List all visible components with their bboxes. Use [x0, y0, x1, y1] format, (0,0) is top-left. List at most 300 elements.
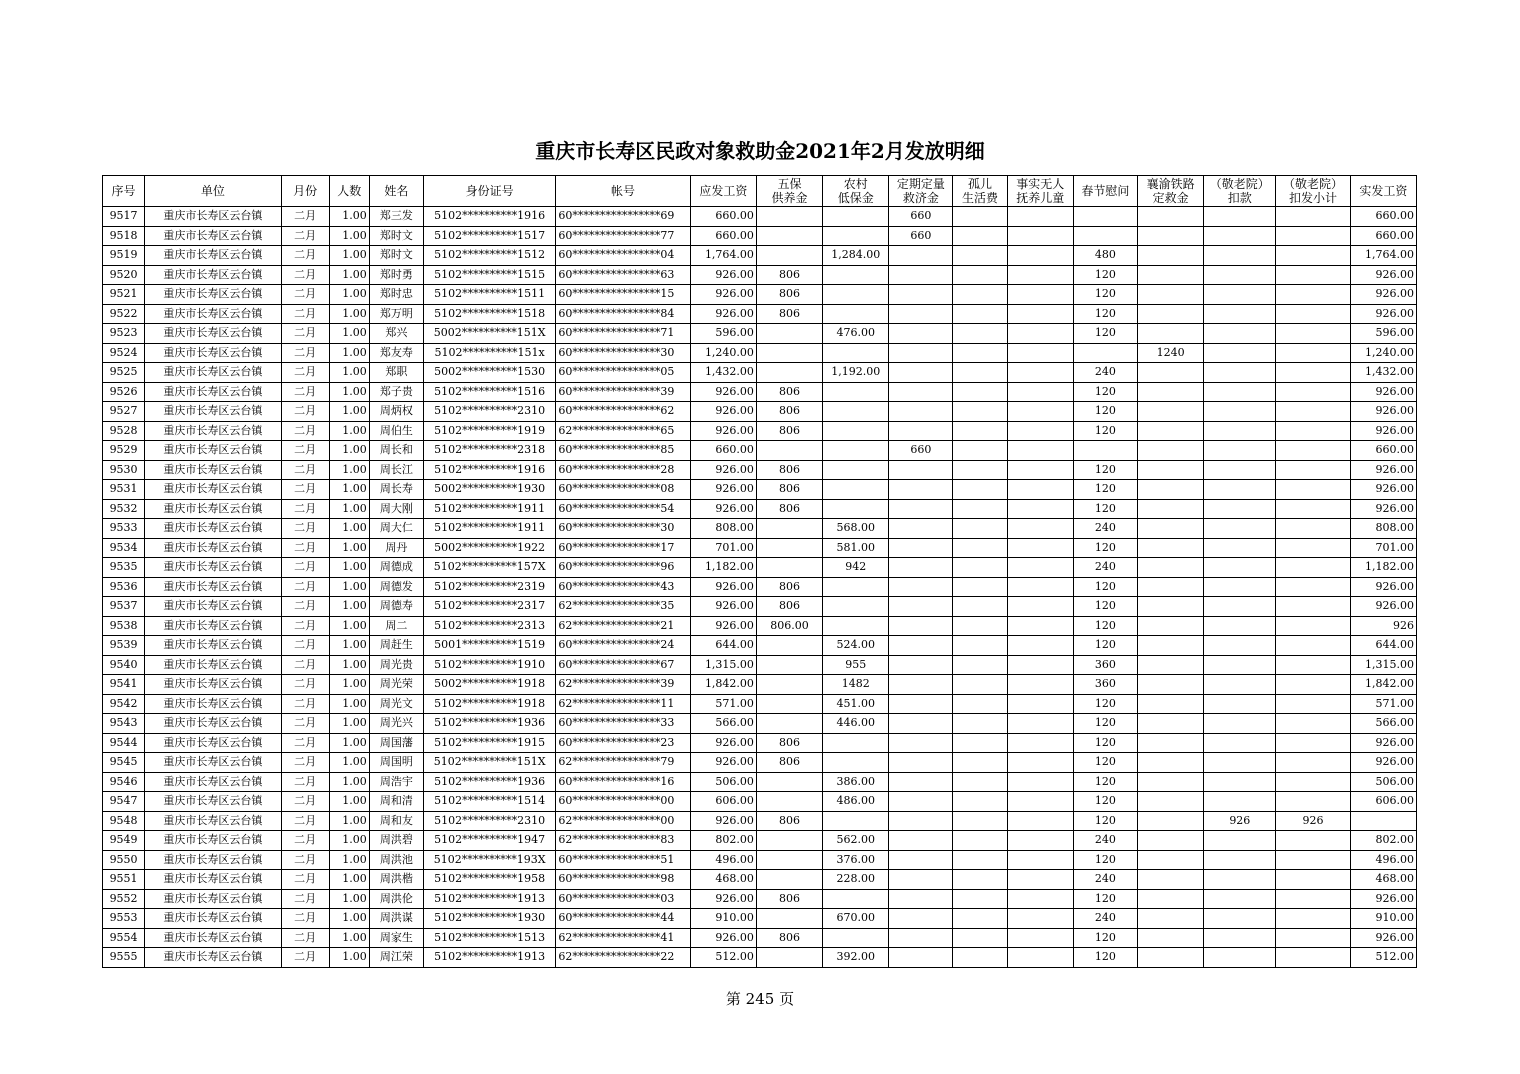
- table-cell: [1204, 480, 1276, 500]
- table-cell: 9547: [103, 792, 145, 812]
- table-cell: [1204, 421, 1276, 441]
- table-cell: 二月: [281, 792, 329, 812]
- table-cell: 二月: [281, 928, 329, 948]
- table-cell: 1.00: [329, 909, 369, 929]
- table-cell: 240: [1073, 519, 1137, 539]
- table-cell: 120: [1073, 597, 1137, 617]
- table-cell: 5002**********1930: [423, 480, 555, 500]
- table-cell: [1138, 441, 1204, 461]
- table-cell: 926.00: [690, 285, 756, 305]
- table-cell: [953, 753, 1007, 773]
- table-cell: 重庆市长寿区云台镇: [145, 265, 281, 285]
- table-cell: 926.00: [1350, 753, 1416, 773]
- table-cell: [1138, 499, 1204, 519]
- table-cell: [1007, 655, 1073, 675]
- table-cell: 926.00: [1350, 499, 1416, 519]
- table-cell: 重庆市长寿区云台镇: [145, 694, 281, 714]
- table-cell: [1204, 402, 1276, 422]
- table-cell: [1204, 597, 1276, 617]
- table-cell: 62****************21: [556, 616, 690, 636]
- table-cell: 926.00: [1350, 733, 1416, 753]
- table-cell: 二月: [281, 948, 329, 968]
- table-cell: 806: [756, 577, 822, 597]
- table-cell: [1138, 363, 1204, 383]
- table-cell: [1204, 577, 1276, 597]
- table-cell: 重庆市长寿区云台镇: [145, 655, 281, 675]
- table-cell: 1,240.00: [690, 343, 756, 363]
- table-row: [103, 499, 1417, 519]
- table-cell: 周国藩: [369, 733, 423, 753]
- table-cell: 二月: [281, 811, 329, 831]
- table-cell: [889, 577, 953, 597]
- table-cell: [823, 733, 889, 753]
- table-cell: 周家生: [369, 928, 423, 948]
- table-cell: [1007, 811, 1073, 831]
- table-cell: [1138, 382, 1204, 402]
- table-cell: [1073, 343, 1137, 363]
- table-cell: [756, 343, 822, 363]
- table-cell: 重庆市长寿区云台镇: [145, 792, 281, 812]
- table-cell: 60****************08: [556, 480, 690, 500]
- table-cell: 60****************63: [556, 265, 690, 285]
- table-cell: [756, 538, 822, 558]
- table-cell: [889, 538, 953, 558]
- table-cell: [1204, 363, 1276, 383]
- table-cell: [756, 324, 822, 344]
- table-cell: 62****************39: [556, 675, 690, 695]
- table-cell: 9555: [103, 948, 145, 968]
- table-cell: 二月: [281, 304, 329, 324]
- column-header: 孤儿 生活费: [953, 176, 1007, 207]
- table-cell: 926.00: [690, 889, 756, 909]
- table-cell: 9542: [103, 694, 145, 714]
- table-cell: 506.00: [690, 772, 756, 792]
- table-cell: 806: [756, 304, 822, 324]
- table-cell: [756, 948, 822, 968]
- table-cell: 周和友: [369, 811, 423, 831]
- table-cell: 926.00: [690, 733, 756, 753]
- column-header: 农村 低保金: [823, 176, 889, 207]
- table-cell: 郑时文: [369, 226, 423, 246]
- table-cell: 571.00: [690, 694, 756, 714]
- table-cell: [1007, 363, 1073, 383]
- table-cell: 60****************96: [556, 558, 690, 578]
- table-cell: [1007, 265, 1073, 285]
- table-cell: 1.00: [329, 382, 369, 402]
- table-cell: [756, 655, 822, 675]
- table-cell: 660.00: [690, 207, 756, 227]
- table-cell: [1204, 870, 1276, 890]
- table-cell: [1204, 675, 1276, 695]
- table-cell: [1276, 265, 1350, 285]
- table-cell: 806: [756, 889, 822, 909]
- table-cell: 5102**********1936: [423, 714, 555, 734]
- table-cell: [756, 850, 822, 870]
- table-cell: 1.00: [329, 714, 369, 734]
- table-cell: 5102**********1913: [423, 889, 555, 909]
- table-cell: 9544: [103, 733, 145, 753]
- table-cell: 5102**********1918: [423, 694, 555, 714]
- table-cell: [953, 577, 1007, 597]
- table-cell: 重庆市长寿区云台镇: [145, 402, 281, 422]
- table-cell: 392.00: [823, 948, 889, 968]
- table-cell: [953, 928, 1007, 948]
- table-cell: 5102**********1913: [423, 948, 555, 968]
- table-cell: 926.00: [690, 402, 756, 422]
- column-header: 实发工资: [1350, 176, 1416, 207]
- table-row: [103, 519, 1417, 539]
- table-cell: [1007, 324, 1073, 344]
- table-cell: 9530: [103, 460, 145, 480]
- table-cell: 926.00: [1350, 402, 1416, 422]
- table-cell: [1276, 636, 1350, 656]
- table-cell: [1007, 538, 1073, 558]
- table-cell: [1138, 246, 1204, 266]
- table-cell: [823, 499, 889, 519]
- table-cell: [953, 792, 1007, 812]
- column-header: 五保 供养金: [756, 176, 822, 207]
- table-cell: 806: [756, 753, 822, 773]
- table-cell: 重庆市长寿区云台镇: [145, 538, 281, 558]
- table-cell: [756, 519, 822, 539]
- table-cell: [1007, 870, 1073, 890]
- table-cell: 重庆市长寿区云台镇: [145, 285, 281, 305]
- table-cell: [1138, 655, 1204, 675]
- table-cell: 二月: [281, 265, 329, 285]
- table-cell: [889, 889, 953, 909]
- table-cell: 二月: [281, 870, 329, 890]
- table-cell: [1276, 870, 1350, 890]
- table-cell: [889, 714, 953, 734]
- table-cell: 120: [1073, 402, 1137, 422]
- table-cell: [1073, 207, 1137, 227]
- table-cell: [1204, 655, 1276, 675]
- table-cell: 1,182.00: [690, 558, 756, 578]
- table-cell: 二月: [281, 597, 329, 617]
- table-cell: [823, 616, 889, 636]
- table-cell: [953, 480, 1007, 500]
- table-cell: 9550: [103, 850, 145, 870]
- table-cell: 5102**********1910: [423, 655, 555, 675]
- table-cell: 606.00: [1350, 792, 1416, 812]
- table-cell: 926.00: [690, 480, 756, 500]
- table-cell: 60****************33: [556, 714, 690, 734]
- table-cell: 1.00: [329, 811, 369, 831]
- table-cell: [953, 772, 1007, 792]
- table-cell: 周洪楷: [369, 870, 423, 890]
- table-cell: 5102**********1511: [423, 285, 555, 305]
- table-cell: 9525: [103, 363, 145, 383]
- table-cell: [1138, 207, 1204, 227]
- table-cell: 重庆市长寿区云台镇: [145, 850, 281, 870]
- table-cell: [889, 753, 953, 773]
- table-cell: 120: [1073, 733, 1137, 753]
- table-cell: 120: [1073, 753, 1137, 773]
- table-cell: 二月: [281, 753, 329, 773]
- table-cell: 62****************79: [556, 753, 690, 773]
- table-cell: 1.00: [329, 480, 369, 500]
- table-cell: 9518: [103, 226, 145, 246]
- table-cell: 1.00: [329, 499, 369, 519]
- table-cell: 376.00: [823, 850, 889, 870]
- table-cell: 120: [1073, 616, 1137, 636]
- table-cell: 808.00: [1350, 519, 1416, 539]
- table-cell: 9548: [103, 811, 145, 831]
- table-cell: 重庆市长寿区云台镇: [145, 714, 281, 734]
- table-cell: 9546: [103, 772, 145, 792]
- table-cell: 二月: [281, 324, 329, 344]
- table-cell: 60****************17: [556, 538, 690, 558]
- table-cell: 926.00: [690, 811, 756, 831]
- table-cell: 5102**********1915: [423, 733, 555, 753]
- table-cell: 62****************11: [556, 694, 690, 714]
- table-cell: 9545: [103, 753, 145, 773]
- table-cell: [1204, 909, 1276, 929]
- table-cell: 1.00: [329, 324, 369, 344]
- table-cell: [1007, 246, 1073, 266]
- table-row: [103, 285, 1417, 305]
- table-cell: [1204, 733, 1276, 753]
- table-cell: 1.00: [329, 928, 369, 948]
- table-cell: 60****************54: [556, 499, 690, 519]
- table-cell: 701.00: [690, 538, 756, 558]
- table-cell: 806: [756, 285, 822, 305]
- table-cell: 9554: [103, 928, 145, 948]
- table-cell: [756, 675, 822, 695]
- table-cell: [1204, 226, 1276, 246]
- table-cell: [756, 226, 822, 246]
- table-cell: 二月: [281, 616, 329, 636]
- table-cell: 120: [1073, 694, 1137, 714]
- table-cell: [953, 850, 1007, 870]
- table-cell: [889, 343, 953, 363]
- table-cell: 60****************24: [556, 636, 690, 656]
- table-cell: [1204, 948, 1276, 968]
- table-cell: 重庆市长寿区云台镇: [145, 889, 281, 909]
- column-header: 襄渝铁路 定救金: [1138, 176, 1204, 207]
- table-cell: [756, 792, 822, 812]
- relief-payment-table: [102, 175, 1417, 968]
- table-cell: 926.00: [690, 597, 756, 617]
- table-cell: 955: [823, 655, 889, 675]
- table-cell: 1.00: [329, 655, 369, 675]
- table-cell: 120: [1073, 460, 1137, 480]
- table-cell: [889, 519, 953, 539]
- table-cell: [889, 694, 953, 714]
- table-cell: 60****************03: [556, 889, 690, 909]
- table-cell: 942: [823, 558, 889, 578]
- table-cell: 1,432.00: [690, 363, 756, 383]
- table-cell: 806: [756, 480, 822, 500]
- table-cell: [756, 870, 822, 890]
- table-cell: 5102**********2319: [423, 577, 555, 597]
- table-cell: 1,764.00: [690, 246, 756, 266]
- table-cell: 二月: [281, 499, 329, 519]
- table-cell: [1204, 207, 1276, 227]
- table-cell: 重庆市长寿区云台镇: [145, 870, 281, 890]
- table-cell: 1,315.00: [690, 655, 756, 675]
- table-row: [103, 441, 1417, 461]
- table-cell: [1073, 441, 1137, 461]
- table-cell: 二月: [281, 519, 329, 539]
- table-row: [103, 831, 1417, 851]
- table-cell: 重庆市长寿区云台镇: [145, 616, 281, 636]
- table-cell: 周大仁: [369, 519, 423, 539]
- table-cell: [1138, 558, 1204, 578]
- table-cell: 周大刚: [369, 499, 423, 519]
- table-cell: [953, 714, 1007, 734]
- table-cell: 9552: [103, 889, 145, 909]
- table-cell: 9522: [103, 304, 145, 324]
- table-cell: 1,842.00: [690, 675, 756, 695]
- table-cell: 120: [1073, 577, 1137, 597]
- table-cell: [889, 928, 953, 948]
- table-cell: 重庆市长寿区云台镇: [145, 363, 281, 383]
- table-cell: [1138, 636, 1204, 656]
- table-cell: 926.00: [1350, 597, 1416, 617]
- table-cell: [1204, 499, 1276, 519]
- table-cell: [823, 402, 889, 422]
- table-row: [103, 382, 1417, 402]
- table-cell: 1.00: [329, 753, 369, 773]
- table-cell: 重庆市长寿区云台镇: [145, 343, 281, 363]
- table-cell: [1204, 850, 1276, 870]
- table-cell: 5001**********1519: [423, 636, 555, 656]
- table-cell: 1,432.00: [1350, 363, 1416, 383]
- table-row: [103, 909, 1417, 929]
- table-row: [103, 655, 1417, 675]
- table-cell: 5102**********1516: [423, 382, 555, 402]
- table-cell: [1276, 831, 1350, 851]
- table-cell: [953, 831, 1007, 851]
- table-cell: 重庆市长寿区云台镇: [145, 928, 281, 948]
- table-cell: 60****************16: [556, 772, 690, 792]
- table-cell: 926.00: [1350, 265, 1416, 285]
- table-cell: 360: [1073, 655, 1137, 675]
- table-cell: 62****************41: [556, 928, 690, 948]
- column-header: 帐号: [556, 176, 690, 207]
- table-cell: 5102**********2310: [423, 811, 555, 831]
- table-row: [103, 675, 1417, 695]
- table-cell: 重庆市长寿区云台镇: [145, 304, 281, 324]
- table-cell: 周浩宇: [369, 772, 423, 792]
- table-cell: 周和清: [369, 792, 423, 812]
- table-cell: [1276, 850, 1350, 870]
- table-cell: 5102**********151x: [423, 343, 555, 363]
- table-cell: [1276, 948, 1350, 968]
- table-cell: [1138, 753, 1204, 773]
- table-cell: 240: [1073, 870, 1137, 890]
- table-cell: [1007, 519, 1073, 539]
- table-cell: 5102**********193X: [423, 850, 555, 870]
- table-cell: 二月: [281, 558, 329, 578]
- table-cell: [1007, 421, 1073, 441]
- table-cell: 476.00: [823, 324, 889, 344]
- table-cell: [889, 948, 953, 968]
- table-cell: [1138, 870, 1204, 890]
- table-cell: 周德寿: [369, 597, 423, 617]
- table-cell: 60****************98: [556, 870, 690, 890]
- table-cell: 581.00: [823, 538, 889, 558]
- table-cell: [1073, 226, 1137, 246]
- table-cell: 644.00: [690, 636, 756, 656]
- table-cell: 周长和: [369, 441, 423, 461]
- table-cell: 120: [1073, 889, 1137, 909]
- table-cell: [1276, 733, 1350, 753]
- table-cell: [889, 265, 953, 285]
- table-cell: 496.00: [1350, 850, 1416, 870]
- table-cell: 660.00: [690, 226, 756, 246]
- table-cell: [953, 207, 1007, 227]
- table-row: [103, 889, 1417, 909]
- table-cell: 5102**********2310: [423, 402, 555, 422]
- table-cell: 806.00: [756, 616, 822, 636]
- column-header: 月份: [281, 176, 329, 207]
- table-cell: [1138, 909, 1204, 929]
- table-cell: [823, 597, 889, 617]
- table-cell: [1007, 928, 1073, 948]
- table-cell: [1007, 480, 1073, 500]
- table-cell: [889, 772, 953, 792]
- table-cell: 二月: [281, 655, 329, 675]
- table-cell: [756, 909, 822, 929]
- table-cell: 1482: [823, 675, 889, 695]
- table-cell: 240: [1073, 363, 1137, 383]
- table-cell: 1,182.00: [1350, 558, 1416, 578]
- table-cell: [1007, 948, 1073, 968]
- table-cell: [1138, 792, 1204, 812]
- table-cell: [953, 402, 1007, 422]
- table-cell: 60****************23: [556, 733, 690, 753]
- table-cell: [1276, 714, 1350, 734]
- table-cell: 1.00: [329, 831, 369, 851]
- table-cell: 1.00: [329, 948, 369, 968]
- table-cell: [889, 460, 953, 480]
- table-cell: [823, 304, 889, 324]
- table-cell: [1276, 577, 1350, 597]
- table-cell: 451.00: [823, 694, 889, 714]
- table-cell: 重庆市长寿区云台镇: [145, 480, 281, 500]
- table-cell: [823, 207, 889, 227]
- table-cell: [1276, 792, 1350, 812]
- table-cell: 二月: [281, 460, 329, 480]
- table-cell: 郑子贵: [369, 382, 423, 402]
- table-cell: [1276, 675, 1350, 695]
- table-cell: 周赶生: [369, 636, 423, 656]
- table-cell: [1204, 889, 1276, 909]
- table-cell: 926.00: [690, 421, 756, 441]
- table-cell: [1204, 694, 1276, 714]
- table-cell: [1138, 480, 1204, 500]
- table-cell: 120: [1073, 714, 1137, 734]
- table-cell: 701.00: [1350, 538, 1416, 558]
- table-row: [103, 324, 1417, 344]
- table-cell: [953, 558, 1007, 578]
- table-cell: [1007, 616, 1073, 636]
- table-cell: 926.00: [690, 499, 756, 519]
- table-row: [103, 558, 1417, 578]
- table-cell: [889, 499, 953, 519]
- table-cell: 660: [889, 207, 953, 227]
- table-cell: 1.00: [329, 441, 369, 461]
- table-cell: 60****************30: [556, 519, 690, 539]
- table-cell: 二月: [281, 675, 329, 695]
- table-cell: 周丹: [369, 538, 423, 558]
- table-cell: 重庆市长寿区云台镇: [145, 636, 281, 656]
- table-cell: [1276, 480, 1350, 500]
- table-cell: [1276, 909, 1350, 929]
- table-cell: 二月: [281, 850, 329, 870]
